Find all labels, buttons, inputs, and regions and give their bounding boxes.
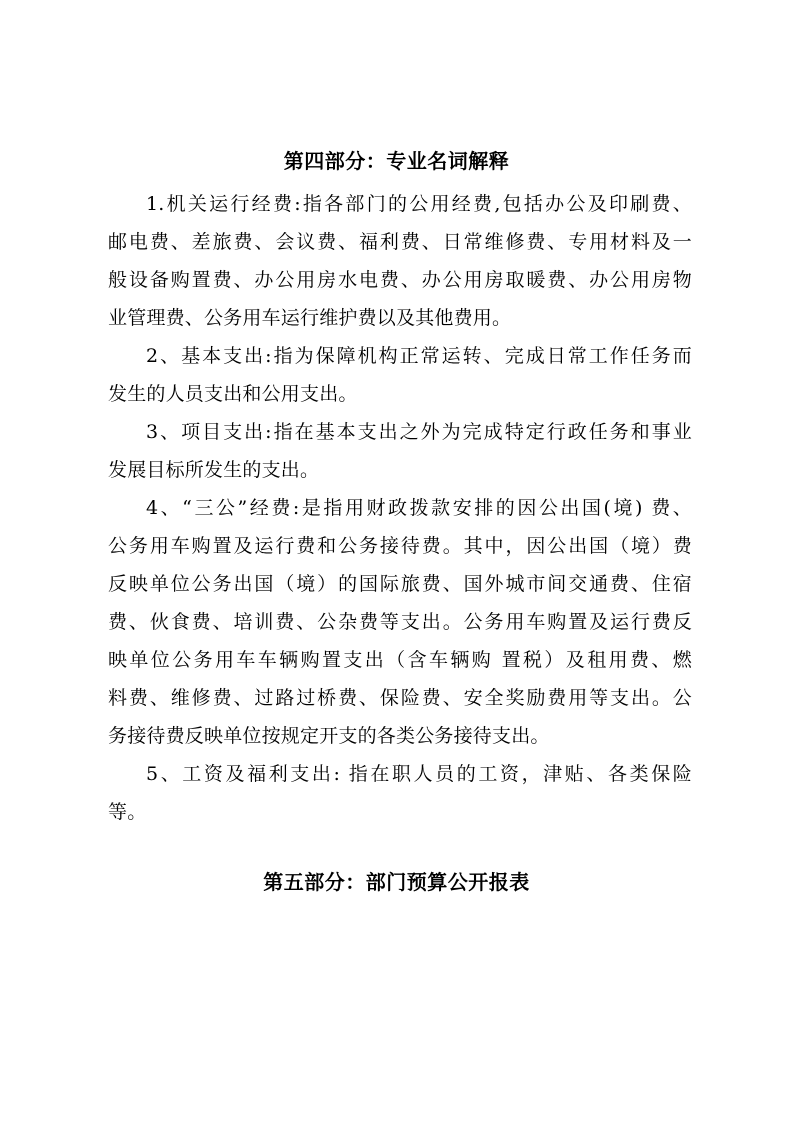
paragraph-4-line-2: 公务用车购置及运行费和公务接待费。其中，因公出国（境）费 <box>108 535 692 557</box>
paragraph-1-line-4: 业管理费、公务用车运行维护费以及其他费用。 <box>108 307 512 329</box>
paragraph-2-line-2: 发生的人员支出和公用支出。 <box>108 383 358 405</box>
paragraph-4-line-4: 费、伙食费、培训费、公杂费等支出。公务用车购置及运行费反 <box>108 611 692 633</box>
paragraph-4-line-1: 4、“三公”经费:是指用财政拨款安排的因公出国(境) 费、 <box>146 497 692 519</box>
paragraph-1-line-3: 般设备购置费、办公用房水电费、办公用房取暖费、办公用房物 <box>108 269 692 291</box>
section-5-heading: 第五部分：部门预算公开报表 <box>263 870 530 894</box>
paragraph-3-line-2: 发展目标所发生的支出。 <box>108 459 320 481</box>
paragraph-4-line-3: 反映单位公务出国（境）的国际旅费、国外城市间交通费、住宿 <box>108 573 692 595</box>
paragraph-3-line-1: 3、项目支出:指在基本支出之外为完成特定行政任务和事业 <box>146 421 692 443</box>
paragraph-1-line-2: 邮电费、差旅费、会议费、福利费、日常维修费、专用材料及一 <box>108 231 692 253</box>
paragraph-4-line-5: 映单位公务用车车辆购置支出（含车辆购 置税）及租用费、燃 <box>108 649 692 671</box>
paragraph-5-line-1: 5、工资及福利支出: 指在职人员的工资，津贴、各类保险 <box>146 763 692 785</box>
paragraph-2-line-1: 2、基本支出:指为保障机构正常运转、完成日常工作任务而 <box>146 345 692 367</box>
paragraph-4-line-6: 料费、维修费、过路过桥费、保险费、安全奖励费用等支出。公 <box>108 687 692 709</box>
section-4-heading: 第四部分：专业名词解释 <box>283 149 510 173</box>
paragraph-4-line-7: 务接待费反映单位按规定开支的各类公务接待支出。 <box>108 725 550 747</box>
paragraph-1-line-1: 1.机关运行经费:指各部门的公用经费,包括办公及印刷费、 <box>146 193 692 215</box>
paragraph-5-line-2: 等。 <box>108 801 147 823</box>
